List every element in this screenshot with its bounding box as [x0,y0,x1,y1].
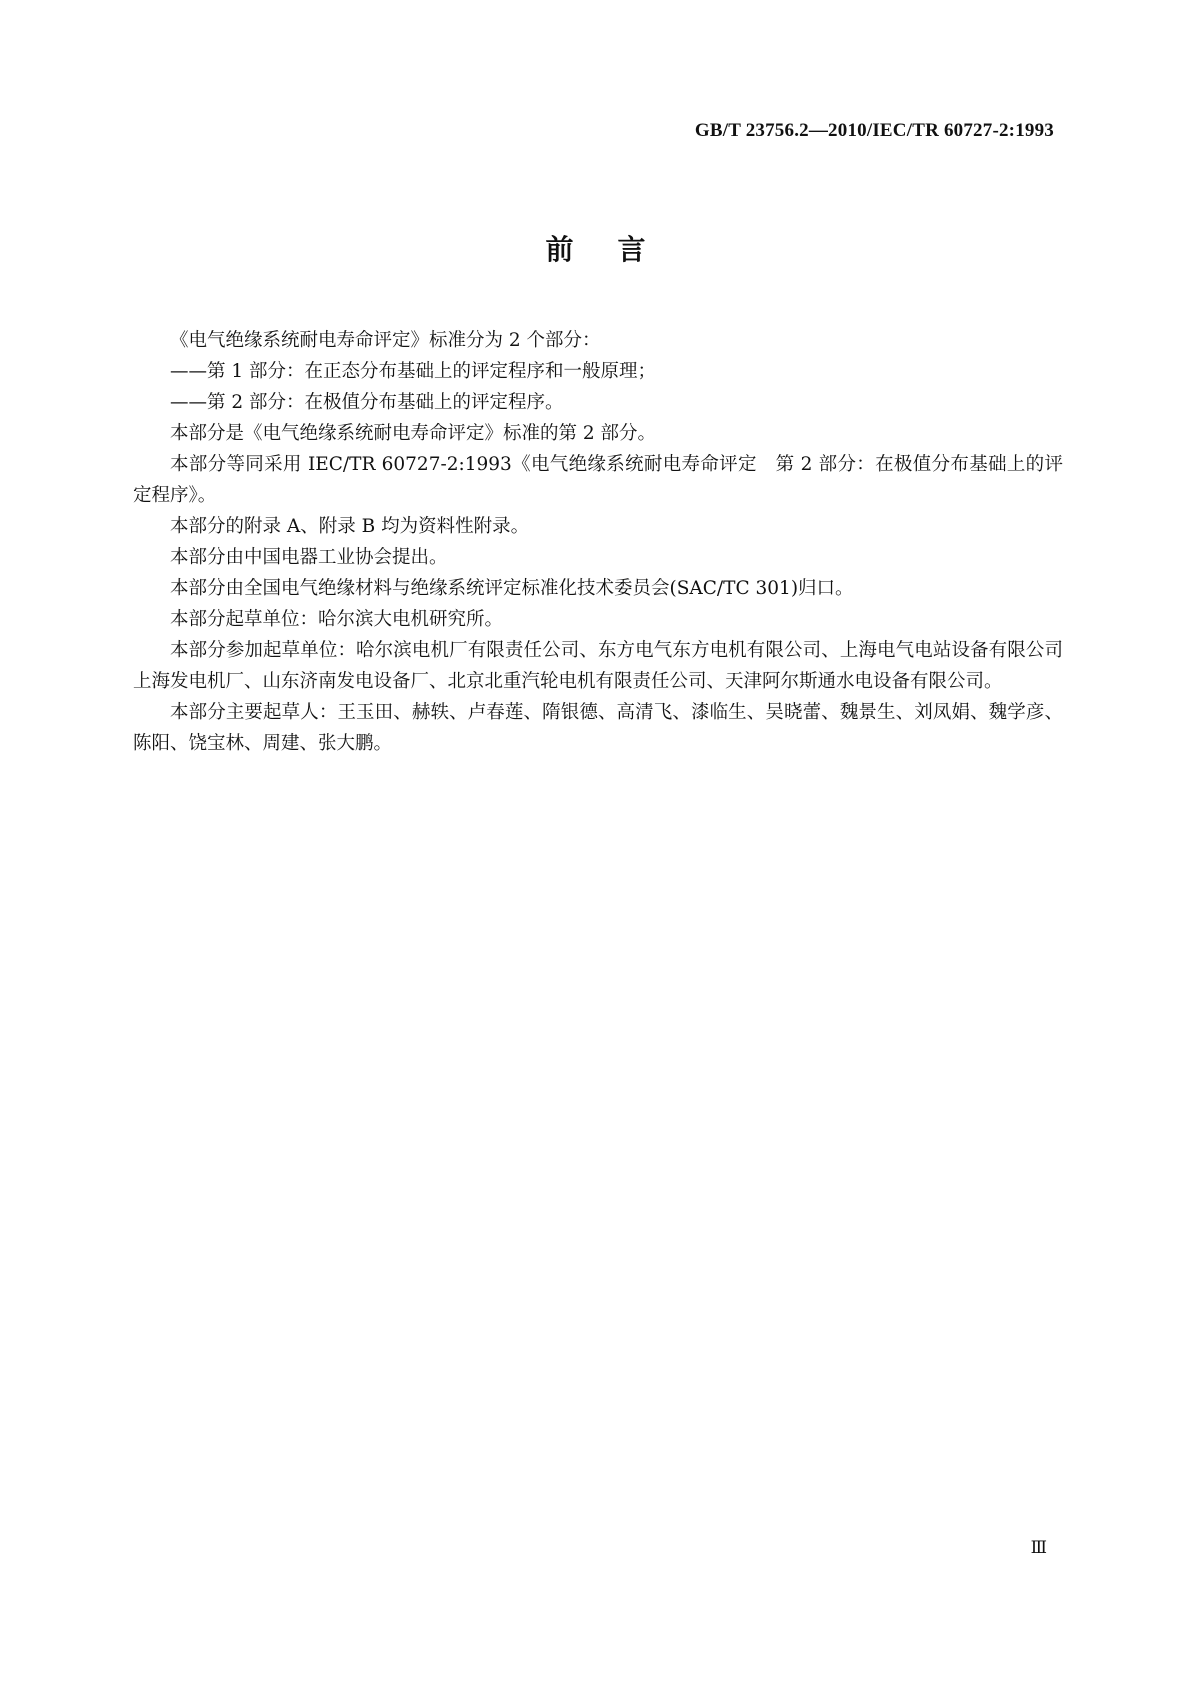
paragraph-proposed-by: 本部分由中国电器工业协会提出。 [170,547,448,568]
page-title: 前言 [545,233,690,266]
page-number: Ⅲ [1030,1538,1047,1557]
standard-number: GB/T 23756.2—2010/IEC/TR 60727-2:1993 [694,120,1054,141]
foreword-body [133,325,1063,759]
paragraph-participating-units: 本部分参加起草单位：哈尔滨电机厂有限责任公司、东方电气东方电机有限公司、上海电气电站设备有限公司上海发电机厂、山东济南发电设备厂、北京北重汽轮电机有限责任公司、天津阿尔斯通水电设备有限公司。 [133,640,1063,692]
paragraph-main-drafters: 本部分主要起草人：王玉田、赫轶、卢春莲、隋银德、高清飞、漆临生、吴晓蕾、魏景生、刘凤娟、魏学彦、陈阳、饶宝林、周建、张大鹏。 [133,702,1063,754]
paragraph-intro: 《电气绝缘系统耐电寿命评定》标准分为 2 个部分： [170,330,601,351]
paragraph-drafting-unit: 本部分起草单位：哈尔滨大电机研究所。 [170,609,504,630]
paragraph-adoption: 本部分等同采用 IEC/TR 60727-2:1993《电气绝缘系统耐电寿命评定 第 2 部分：在极值分布基础上的评定程序》。 [133,454,1063,506]
list-item-part-2: ——第 2 部分：在极值分布基础上的评定程序。 [170,392,564,413]
list-item-part-1: ——第 1 部分：在正态分布基础上的评定程序和一般原理； [170,361,657,382]
paragraph-part-statement: 本部分是《电气绝缘系统耐电寿命评定》标准的第 2 部分。 [170,423,657,444]
paragraph-annexes: 本部分的附录 A、附录 B 均为资料性附录。 [170,516,530,537]
paragraph-centralized-by: 本部分由全国电气绝缘材料与绝缘系统评定标准化技术委员会(SAC/TC 301)归口。 [170,578,854,599]
